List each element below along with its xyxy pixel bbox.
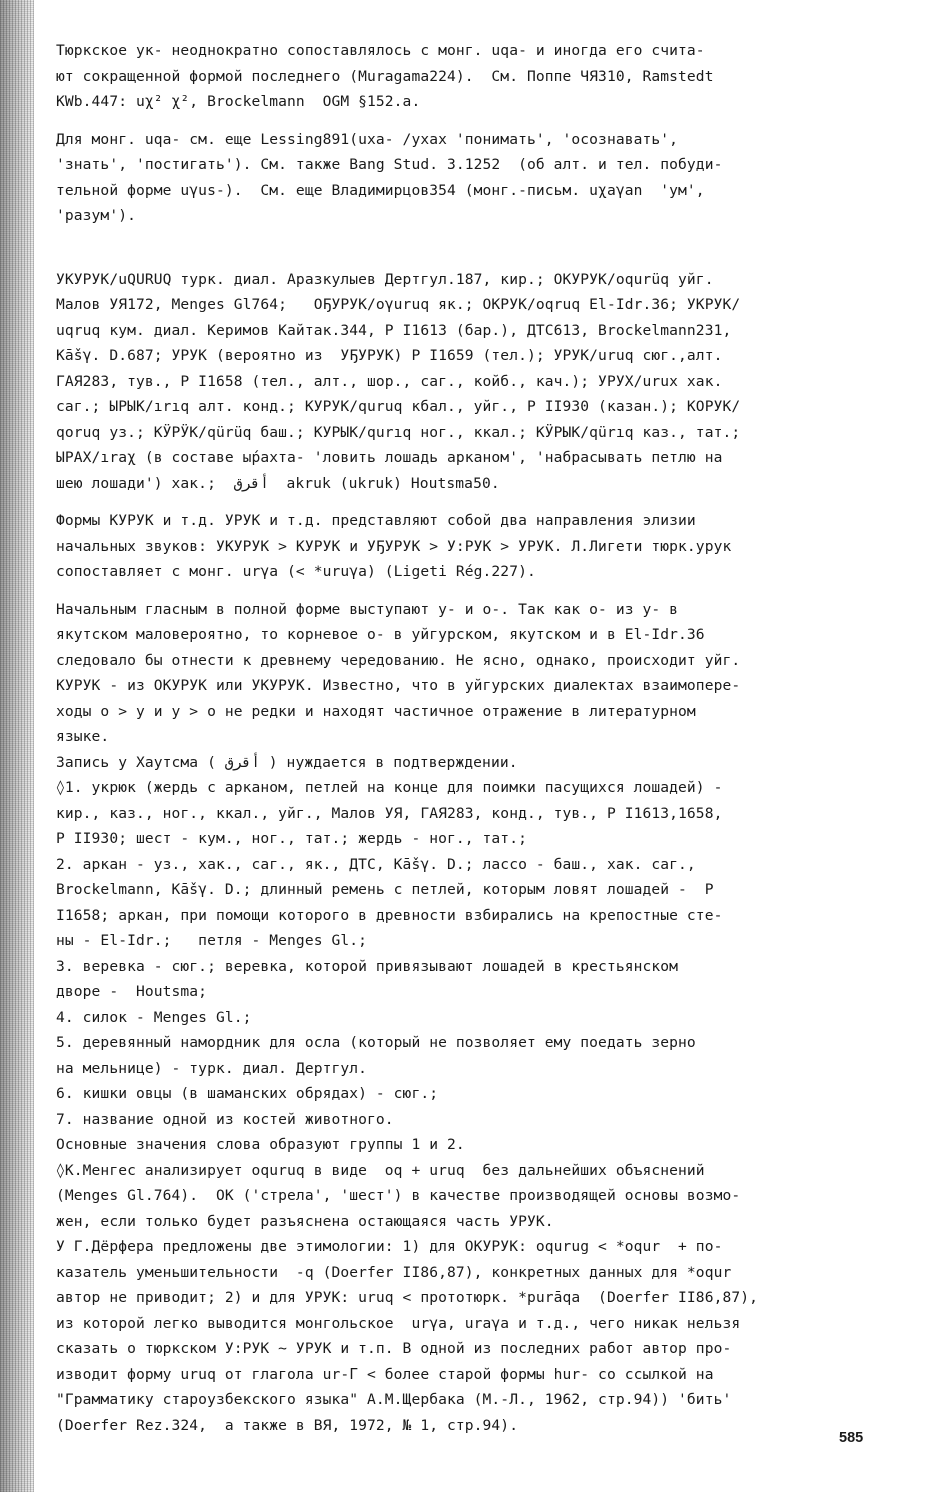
meaning-item-4: 4. силок - Menges Gl.; xyxy=(56,1008,252,1026)
paragraph-main-meanings: Основные значения слова образуют группы 1 и 2. xyxy=(56,1136,465,1153)
paragraph-menges-analysis: ◊К.Менгес анализирует oquruq в виде oq + uruq без дальнейших объяснений (Menges Gl.764). ОК ('стрела', 'шест') в качестве производящей основы возмо- жен, если только будет разъяснена остающаяся часть УРУК. xyxy=(56,1161,741,1230)
paragraph-houtsma-note: Запись у Хаутсма ( أقرق ) нуждается в подтверждении. xyxy=(56,753,518,771)
page-body xyxy=(56,38,882,1438)
meaning-item-1: ◊1. укрюк (жердь с арканом, петлей на конце для поимки пасущихся лошадей) - кир., каз., ног., ккал., уйг., Малов УЯ, ГАЯ283, конд., тув., Р I1613,1658, Р II930; шест - кум., ног., тат.; жердь - ног., тат.; xyxy=(56,779,723,847)
scanned-page-edge xyxy=(0,0,34,1492)
meaning-item-5: 5. деревянный намордник для осла (который не позволяет ему поедать зерно на мельнице) - турк. диал. Дертгул. xyxy=(56,1034,696,1077)
meaning-item-6: 6. кишки овцы (в шаманских обрядах) - сюг.; xyxy=(56,1085,439,1102)
entry-headword-ukuruk: УКУРУК/uQURUQ турк. диал. Аразкулыев Дертгул.187, кир.; ОКУРУК/oqurüq уйг. Малов УЯ172, Menges Gl764; ОҔУРУК/oγuruq як.; ОКРУК/oqruq El-Idr.36; УКРУК/ uqruq кум. диал. Керимов Кайтак.344, Р I1613 (бар.), ДТС613, Brockelmann231, Kāšγ. D.687; УРУК (вероятно из УҔУРУК) Р I1659 (тел.); УРУК/uruq сюг.,алт. ГАЯ283, тув., Р I1658 (тел., алт., шор., саг., койб., кач.); УРУХ/urux хак. саг.; ЫРЫК/ırıq алт. конд.; КУРУК/quruq кбал., уйг., Р II930 (казан.); КОРУК/ qoruq уз.; КӰРӰК/qürüq баш.; КУРЫК/qurıq ног., ккал.; КӰРЫК/qürıq каз., тат.; ЫРАХ/ıraχ (в составе ыр́ахта- 'ловить лошадь арканом', 'набрасывать петлю на шею лошади') хак.; أقرق akruk (ukruk) Houtsma50. xyxy=(56,270,741,492)
paragraph-doerfer-etymologies: У Г.Дёрфера предложены две этимологии: 1) для ОКУРУК: oqurug < *oqur + по- казатель уменьшительности -q (Doerfer II86,87), конкретных данных для *oqur автор не приводит; 2) и для УРУК: uruq < прототюрк. *purāqa (Doerfer II86,87), из которой легко выводится монгольское urγa, uraγa и т.д., чего никак нельзя сказать о тюркском У:РУК ~ УРУК и т.п. В одной из последних работ автор про- изводит форму uruq от глагола ur-Γ < более старой формы hur- со ссылкой на "Грамматику староузбекского языка" А.М.Щербака (М.-Л., 1962, стр.94)) 'бить' (Doerfer Rez.324, а также в ВЯ, 1972, № 1, стр.94). xyxy=(56,1238,759,1434)
paragraph-mongolian-uqa: Для монг. uqa- см. еще Lessing891(uxa- /ухах 'понимать', 'осознавать', 'знать', 'постигать'). См. также Bang Stud. 3.1252 (об алт. и тел. побуди- тельной форме uγus-). См. еще Владимирцов354 (монг.-письм. uχaγan 'ум', 'разум'). xyxy=(56,130,723,224)
meaning-item-2: 2. аркан - уз., хак., саг., як., ДТС, Kāšγ. D.; лассо - баш., хак. саг., Brockelmann, Kāšγ. D.; длинный ремень с петлей, которым ловят лошадей - Р I1658; аркан, при помощи которого в древности взбирались на крепостные сте- ны - El-Idr.; петля - Menges Gl.; xyxy=(56,855,723,949)
meaning-item-7: 7. название одной из костей животного. xyxy=(56,1110,394,1128)
meaning-item-3: 3. веревка - сюг.; веревка, которой привязывают лошадей в крестьянском дворе - Houtsma; xyxy=(56,957,679,1000)
paragraph-elision-forms: Формы КУРУК и т.д. УРУК и т.д. представляют собой два направления элизии начальных звуков: УКУРУК > КУРУК и УҔУРУК > У:РУК > УРУК. Л.Лигети тюрк.урук сопоставляет с монг. urγa (< *uruγa) (Ligeti Rég.227). xyxy=(56,512,732,580)
paragraph-initial-vowels: Начальным гласным в полной форме выступают у- и о-. Так как о- из у- в якутском маловероятно, то корневое о- в уйгурском, якутском и в El-Idr.36 следовало бы отнести к древнему чередованию. Не ясно, однако, происходит уйг. КУРУК - из ОКУРУК или УКУРУК. Известно, что в уйгурских диалектах взаимопере- ходы о > у и у > о не редки и находят частичное отражение в литературном языке. xyxy=(56,600,741,745)
paragraph-uk-comparison: Тюркское ук- неоднократно сопоставлялось с монг. uqa- и иногда его счита- ют сокращенной формой последнего (Muragama224). См. Поппе ЧЯ310, Ramstedt KWb.447: uχ² χ², Brockelmann OGM §152.a. xyxy=(56,42,714,110)
page-number: 585 xyxy=(839,1430,864,1446)
